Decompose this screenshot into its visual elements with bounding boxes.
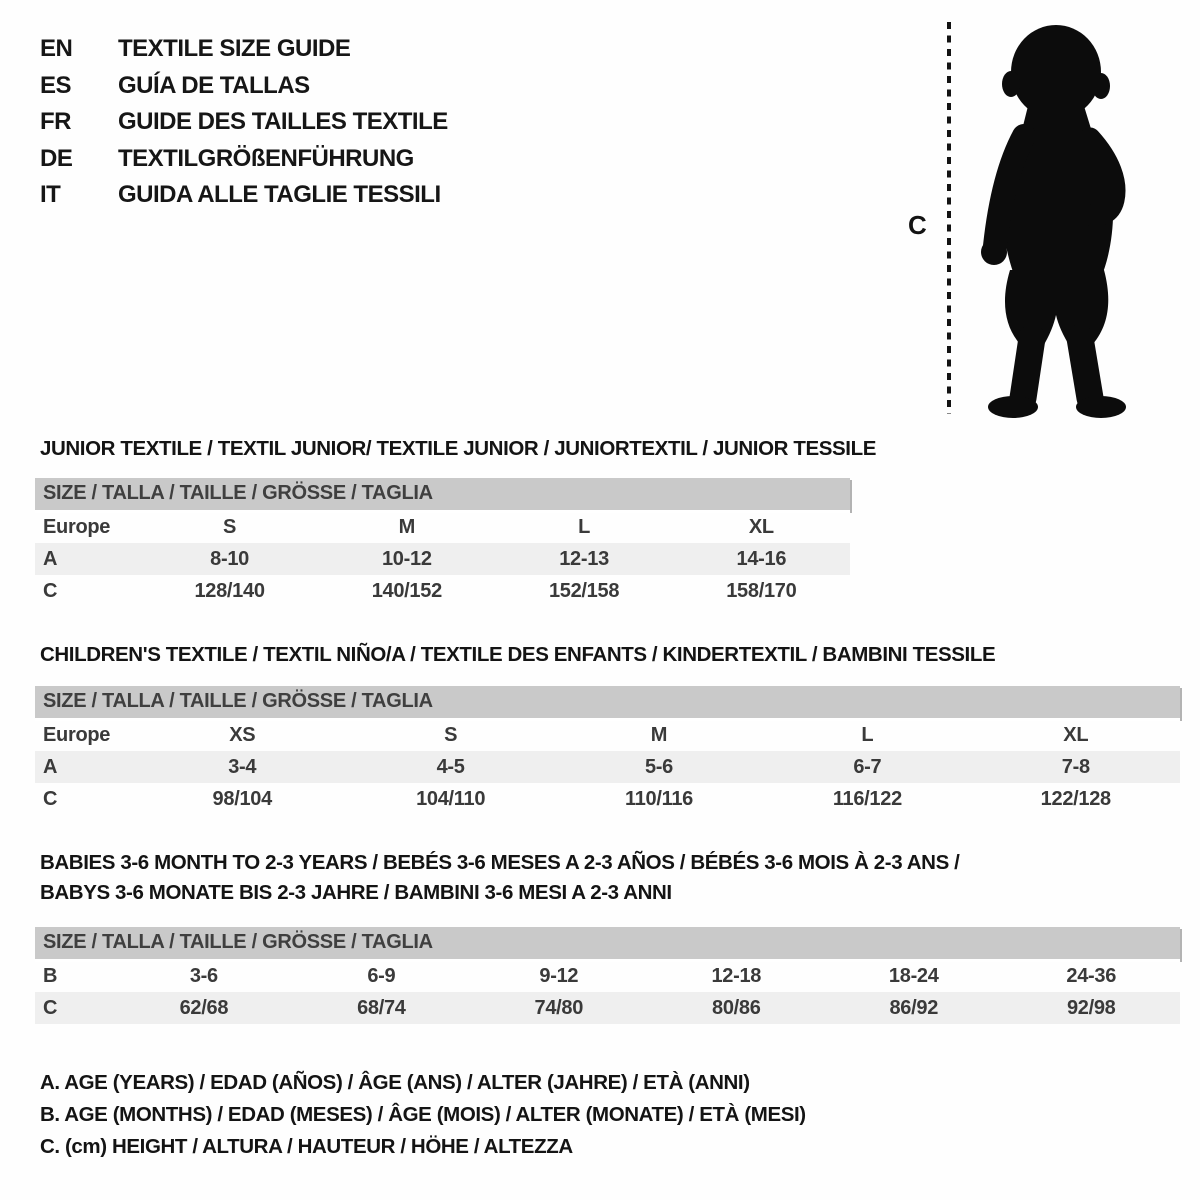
lang-code: IT [40,181,61,209]
table-cell: 158/170 [726,579,797,602]
table-cell: 86/92 [825,992,1002,1024]
table-cell: 10-12 [318,543,495,575]
table-cell: 3-4 [138,751,346,783]
table-cell: 80/86 [648,992,825,1024]
guide-title-es: GUÍA DE TALLAS [118,71,310,99]
guide-title-it: GUIDA ALLE TAGLIE TESSILI [118,181,441,209]
lang-code: FR [40,108,71,136]
table-row-height [35,575,850,607]
table-cell: XL [748,516,774,539]
table-cell: M [650,724,668,747]
table-cell: 12-18 [711,965,762,988]
toddler-silhouette-icon [966,20,1146,420]
table-cell: 3-6 [189,965,218,988]
children-size-table [35,686,1180,815]
table-cell: 98/104 [212,787,272,810]
guide-title-de: TEXTILGRÖßENFÜHRUNG [118,144,414,172]
table-cell: L [861,724,874,747]
babies-section-title-line1: BABIES 3-6 MONTH TO 2-3 YEARS / BEBÉS 3-6 MESES A 2-3 AÑOS / BÉBÉS 3-6 MOIS À 2-3 ANS / [40,851,960,874]
table-row-height [35,992,1180,1024]
lang-row-es [40,68,448,105]
table-header-row [35,478,850,511]
figure-area [900,0,1200,430]
table-cell: XL [1063,724,1089,747]
table-cell: 18-24 [888,965,939,988]
row-label: B [43,965,58,988]
table-cell: 5-6 [555,751,763,783]
row-label: A [35,543,141,575]
table-cell: 6-9 [367,965,396,988]
size-header-bar: SIZE / TALLA / TAILLE / GRÖSSE / TAGLIA [35,686,1180,719]
table-cell: L [578,516,591,539]
row-label: Europe [43,724,111,747]
table-cell: 12-13 [495,543,672,575]
table-cell: 24-36 [1066,965,1117,988]
table-header-row [35,927,1180,960]
legend-line-c: C. (cm) HEIGHT / ALTURA / HAUTEUR / HÖHE / ALTEZZA [40,1135,573,1158]
row-label: C [43,787,58,810]
table-cell: 4-5 [346,751,554,783]
table-cell: 14-16 [673,543,850,575]
size-header-bar: SIZE / TALLA / TAILLE / GRÖSSE / TAGLIA [35,478,850,511]
table-cell: 128/140 [194,579,265,602]
row-label: Europe [43,516,111,539]
guide-title-en: TEXTILE SIZE GUIDE [118,35,351,63]
table-cell: 74/80 [470,992,647,1024]
table-row-europe [35,719,1180,751]
lang-row-en [40,31,448,68]
table-cell: 122/128 [1040,787,1111,810]
junior-size-table [35,478,850,607]
table-cell: 152/158 [548,579,620,602]
legend-line-a: A. AGE (YEARS) / EDAD (AÑOS) / ÂGE (ANS) / ALTER (JAHRE) / ETÀ (ANNI) [40,1071,750,1094]
table-cell: 110/116 [624,787,693,810]
lang-row-it [40,177,448,214]
table-row-age [35,543,850,575]
table-row-height [35,783,1180,815]
junior-section-title: JUNIOR TEXTILE / TEXTIL JUNIOR/ TEXTILE JUNIOR / JUNIORTEXTIL / JUNIOR TESSILE [40,437,876,460]
babies-section-title-line2: BABYS 3-6 MONATE BIS 2-3 JAHRE / BAMBINI 3-6 MESI A 2-3 ANNI [40,881,672,904]
legend-line-b: B. AGE (MONTHS) / EDAD (MESES) / ÂGE (MOIS) / ALTER (MONATE) / ETÀ (MESI) [40,1103,806,1126]
table-cell: XS [229,724,256,747]
lang-row-fr [40,104,448,141]
row-label: C [43,579,58,602]
table-cell: S [223,516,237,539]
guide-title-fr: GUIDE DES TAILLES TEXTILE [118,108,448,136]
table-cell: 9-12 [539,965,579,988]
table-cell: 68/74 [293,992,470,1024]
table-cell: S [444,724,458,747]
table-header-row [35,686,1180,719]
language-title-block [40,31,448,214]
table-cell: 92/98 [1002,992,1180,1024]
table-cell: 7-8 [972,751,1180,783]
children-section-title: CHILDREN'S TEXTILE / TEXTIL NIÑO/A / TEXTILE DES ENFANTS / KINDERTEXTIL / BAMBINI TESSILE [40,643,996,666]
row-label: C [35,992,115,1024]
height-measure-label: C [908,210,927,240]
table-cell: M [398,516,415,539]
row-label: A [35,751,138,783]
table-cell: 116/122 [832,787,902,810]
table-cell: 104/110 [416,787,486,810]
babies-size-table [35,927,1180,1024]
table-cell: 62/68 [115,992,292,1024]
size-header-bar: SIZE / TALLA / TAILLE / GRÖSSE / TAGLIA [35,927,1180,960]
table-row-europe [35,511,850,543]
table-row-months [35,960,1180,992]
table-cell: 140/152 [371,579,442,602]
table-row-age [35,751,1180,783]
lang-row-de [40,141,448,178]
lang-code: EN [40,35,73,63]
table-cell: 8-10 [141,543,318,575]
height-measure-dashed-line [947,22,951,414]
lang-code: ES [40,71,72,99]
lang-code: DE [40,144,73,172]
table-cell: 6-7 [763,751,971,783]
